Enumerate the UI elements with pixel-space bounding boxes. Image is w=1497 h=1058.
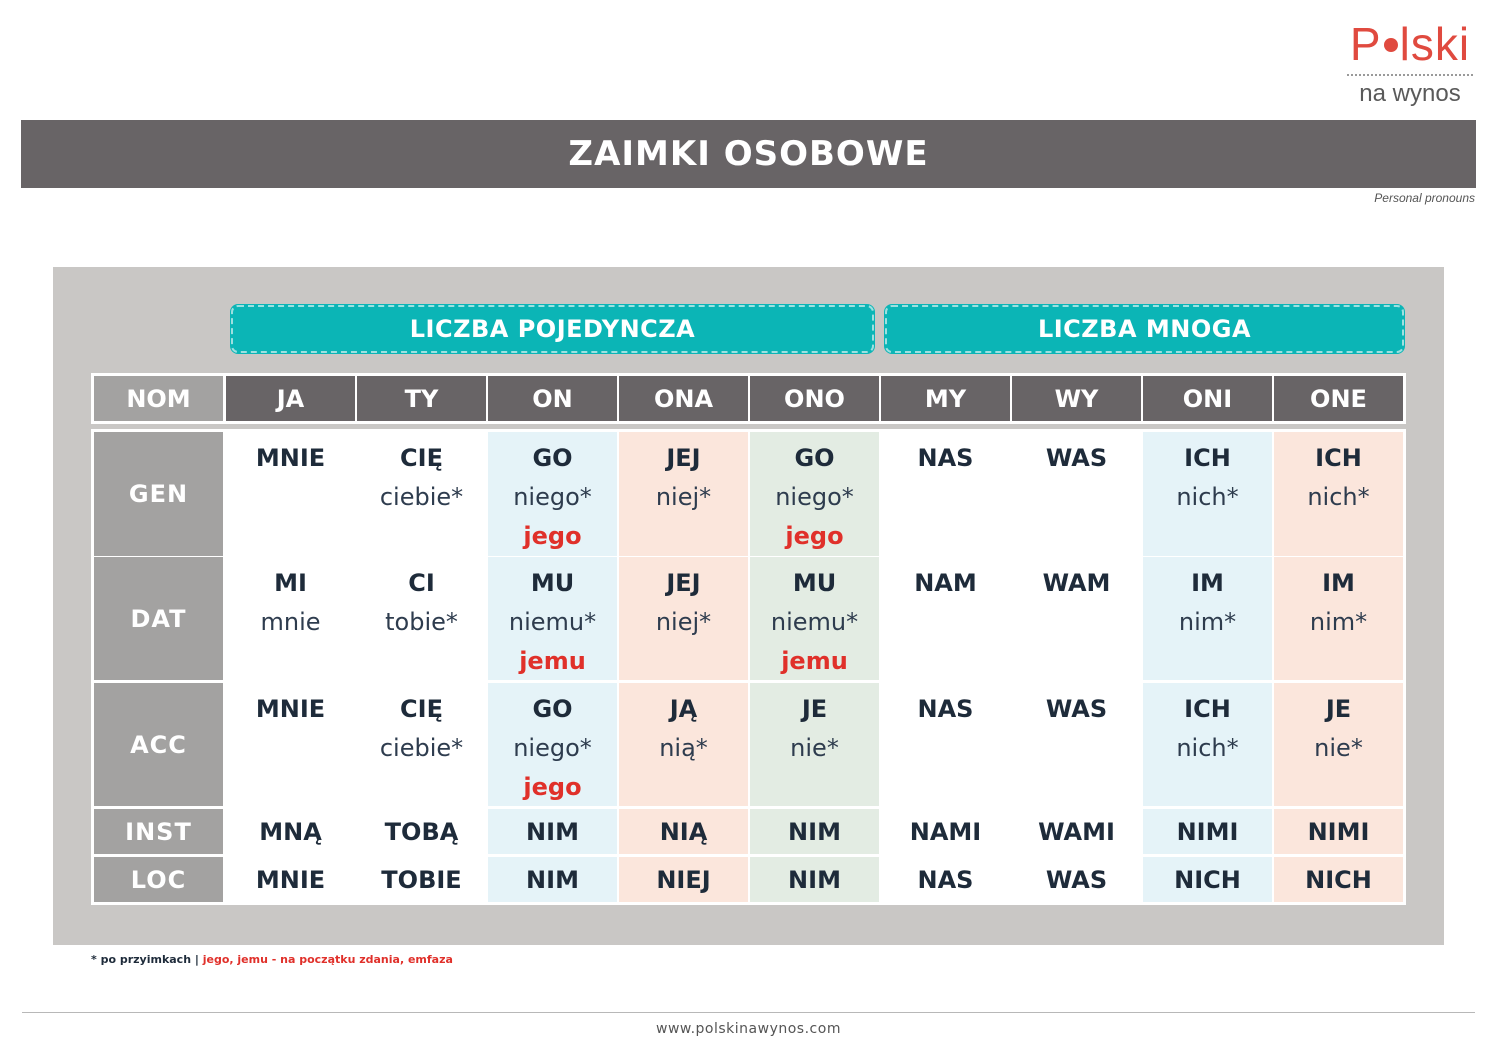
pronoun-cell-acc-ono (750, 683, 879, 806)
pronoun-cell-gen-ty (357, 432, 486, 556)
pronoun-cell-gen-on (488, 432, 617, 556)
pronoun-form: GO (532, 695, 573, 723)
pronoun-form: JEJ (666, 569, 701, 597)
pronoun-form: MNĄ (259, 817, 322, 846)
pronoun-table (91, 429, 1406, 905)
pronoun-form-after-preposition: niemu* (770, 608, 859, 636)
pronoun-cell-acc-wy (1012, 683, 1141, 806)
pronoun-form: MI (274, 569, 307, 597)
pronoun-form-after-preposition: tobie* (385, 608, 458, 636)
pronoun-form-after-preposition: nich* (1307, 483, 1370, 511)
logo-divider (1347, 74, 1473, 76)
pronoun-cell-inst-my (881, 809, 1010, 854)
pronoun-form: NIMI (1176, 817, 1239, 846)
pronoun-cell-acc-oni (1143, 683, 1272, 806)
pronoun-form-after-preposition: ciebie* (379, 734, 464, 762)
pronoun-form-emphatic: jego (523, 522, 582, 550)
pronoun-form: NIMI (1307, 817, 1370, 846)
pronoun-form: MNIE (255, 444, 326, 472)
logo (1345, 18, 1475, 108)
pronoun-form: MNIE (255, 695, 326, 723)
pronoun-cell-inst-oni (1143, 809, 1272, 854)
pronoun-form: NICH (1174, 865, 1241, 894)
pronoun-form: WAS (1045, 865, 1108, 894)
pronoun-cell-dat-on (488, 557, 617, 680)
logo-tagline: na wynos (1359, 80, 1461, 107)
pronoun-cell-gen-ja (226, 432, 355, 556)
pronoun-cell-loc-ono (750, 857, 879, 902)
pronoun-cell-inst-ja (226, 809, 355, 854)
pronoun-form: NAMI (909, 817, 982, 846)
pronoun-form: IM (1191, 569, 1224, 597)
pronoun-cell-acc-on (488, 683, 617, 806)
case-label-dat: DAT (94, 557, 223, 680)
website-url[interactable]: www.polskinawynos.com (656, 1021, 841, 1037)
column-header-ja: JA (226, 376, 355, 421)
pronoun-form-after-preposition: nim* (1309, 608, 1368, 636)
case-label-inst: INST (94, 809, 223, 854)
pronoun-cell-gen-one (1274, 432, 1403, 556)
pronoun-cell-acc-ona (619, 683, 748, 806)
pronoun-form-after-preposition: niej* (655, 608, 712, 636)
footnote-emphasis-note: jego, jemu - na początku zdania, emfaza (202, 953, 453, 966)
pronoun-cell-gen-wy (1012, 432, 1141, 556)
column-header-ty: TY (357, 376, 486, 421)
pronoun-form: WAM (1042, 569, 1111, 597)
pronoun-cell-loc-one (1274, 857, 1403, 902)
pronoun-form-after-preposition: nie* (1314, 734, 1363, 762)
pronoun-form-after-preposition: niego* (513, 483, 592, 511)
pronoun-form: MU (792, 569, 837, 597)
pronoun-form: GO (794, 444, 835, 472)
pronoun-cell-inst-ty (357, 809, 486, 854)
pronoun-cell-acc-ja (226, 683, 355, 806)
pronoun-form: MU (530, 569, 575, 597)
pronoun-form: NIEJ (656, 865, 711, 894)
pronoun-cell-dat-ona (619, 557, 748, 680)
nominative-header-row (91, 373, 1406, 424)
pronoun-form-after-preposition: nich* (1176, 734, 1239, 762)
pronoun-cell-acc-one (1274, 683, 1403, 806)
group-label-plural: LICZBA MNOGA (1037, 315, 1252, 343)
pronoun-form-emphatic: jemu (781, 647, 848, 675)
pronoun-form: IM (1322, 569, 1355, 597)
group-label-singular: LICZBA POJEDYNCZA (409, 315, 696, 343)
footnote-note: * po przyimkach | (91, 953, 203, 966)
case-label-acc: ACC (94, 683, 223, 806)
pronoun-form: NAM (914, 569, 977, 597)
pronoun-cell-dat-my (881, 557, 1010, 680)
pronoun-form: NIM (788, 865, 841, 894)
pronoun-form: WAS (1045, 444, 1108, 472)
pronoun-cell-inst-ona (619, 809, 748, 854)
pronoun-form: NAS (917, 865, 974, 894)
group-header-singular (230, 304, 875, 354)
pronoun-cell-loc-ona (619, 857, 748, 902)
pronoun-form-after-preposition: nim* (1178, 608, 1237, 636)
pronoun-form-after-preposition: nich* (1176, 483, 1239, 511)
page-subtitle: Personal pronouns (1374, 191, 1475, 205)
case-label-nom: NOM (94, 376, 223, 421)
pronoun-cell-loc-wy (1012, 857, 1141, 902)
pronoun-form-after-preposition: ciebie* (379, 483, 464, 511)
pronoun-form: TOBĄ (384, 817, 459, 846)
pronoun-cell-loc-my (881, 857, 1010, 902)
pronoun-form: JE (801, 695, 828, 723)
pronoun-cell-dat-ja (226, 557, 355, 680)
pronoun-form: WAS (1045, 695, 1108, 723)
pronoun-cell-gen-ono (750, 432, 879, 556)
pronoun-form-after-preposition: niej* (655, 483, 712, 511)
pronoun-form: ICH (1184, 695, 1231, 723)
column-header-one: ONE (1274, 376, 1403, 421)
pronoun-cell-inst-on (488, 809, 617, 854)
title-bar (21, 120, 1476, 188)
pronoun-form: CIĘ (400, 695, 443, 723)
pronoun-cell-acc-ty (357, 683, 486, 806)
pronoun-form-emphatic: jemu (519, 647, 586, 675)
pronoun-form: JE (1325, 695, 1352, 723)
pronoun-cell-inst-wy (1012, 809, 1141, 854)
pronoun-form-emphatic: jego (785, 522, 844, 550)
pronoun-cell-loc-on (488, 857, 617, 902)
pronoun-form: NIĄ (659, 817, 708, 846)
logo-wordmark: P lski (1349, 18, 1471, 70)
pronoun-form: NIM (788, 817, 841, 846)
pronoun-form-after-preposition: niego* (513, 734, 592, 762)
pronoun-form-after-preposition: niego* (775, 483, 854, 511)
column-header-my: MY (881, 376, 1010, 421)
column-header-oni: ONI (1143, 376, 1272, 421)
pronoun-cell-dat-wy (1012, 557, 1141, 680)
pronoun-form-after-preposition: nie* (790, 734, 839, 762)
pronoun-cell-dat-oni (1143, 557, 1272, 680)
pronoun-form: TOBIE (381, 865, 462, 894)
pronoun-form: WAMI (1038, 817, 1115, 846)
column-header-ono: ONO (750, 376, 879, 421)
footnote (91, 953, 453, 966)
pronoun-form: ICH (1315, 444, 1362, 472)
pronoun-form: NAS (917, 695, 974, 723)
pronoun-form: NAS (917, 444, 974, 472)
pronoun-form: ICH (1184, 444, 1231, 472)
pronoun-cell-loc-ja (226, 857, 355, 902)
case-label-loc: LOC (94, 857, 223, 902)
page-title: ZAIMKI OSOBOWE (568, 134, 929, 174)
pronoun-form-after-preposition: mnie (260, 608, 321, 636)
pronoun-cell-loc-oni (1143, 857, 1272, 902)
column-header-wy: WY (1012, 376, 1141, 421)
column-header-ona: ONA (619, 376, 748, 421)
pronoun-form-emphatic: jego (523, 773, 582, 801)
pronoun-form: CIĘ (400, 444, 443, 472)
pronoun-cell-dat-ono (750, 557, 879, 680)
pronoun-cell-gen-my (881, 432, 1010, 556)
column-header-on: ON (488, 376, 617, 421)
case-label-gen: GEN (94, 432, 223, 556)
pronoun-cell-inst-ono (750, 809, 879, 854)
pronoun-cell-acc-my (881, 683, 1010, 806)
footer-divider (22, 1012, 1475, 1013)
pronoun-form-after-preposition: niemu* (508, 608, 597, 636)
pronoun-form: NIM (526, 865, 579, 894)
pronoun-form-after-preposition: nią* (659, 734, 708, 762)
pronoun-form: GO (532, 444, 573, 472)
pronoun-form: CI (408, 569, 435, 597)
group-header-plural (884, 304, 1405, 354)
pronoun-form: MNIE (255, 865, 326, 894)
pronoun-cell-loc-ty (357, 857, 486, 902)
pronoun-cell-inst-one (1274, 809, 1403, 854)
pronoun-form: NICH (1305, 865, 1372, 894)
pronoun-form: NIM (526, 817, 579, 846)
pronoun-form: JEJ (666, 444, 701, 472)
pronoun-cell-gen-ona (619, 432, 748, 556)
pronoun-cell-gen-oni (1143, 432, 1272, 556)
pronoun-form: JĄ (669, 695, 698, 723)
pronoun-cell-dat-one (1274, 557, 1403, 680)
pronoun-cell-dat-ty (357, 557, 486, 680)
